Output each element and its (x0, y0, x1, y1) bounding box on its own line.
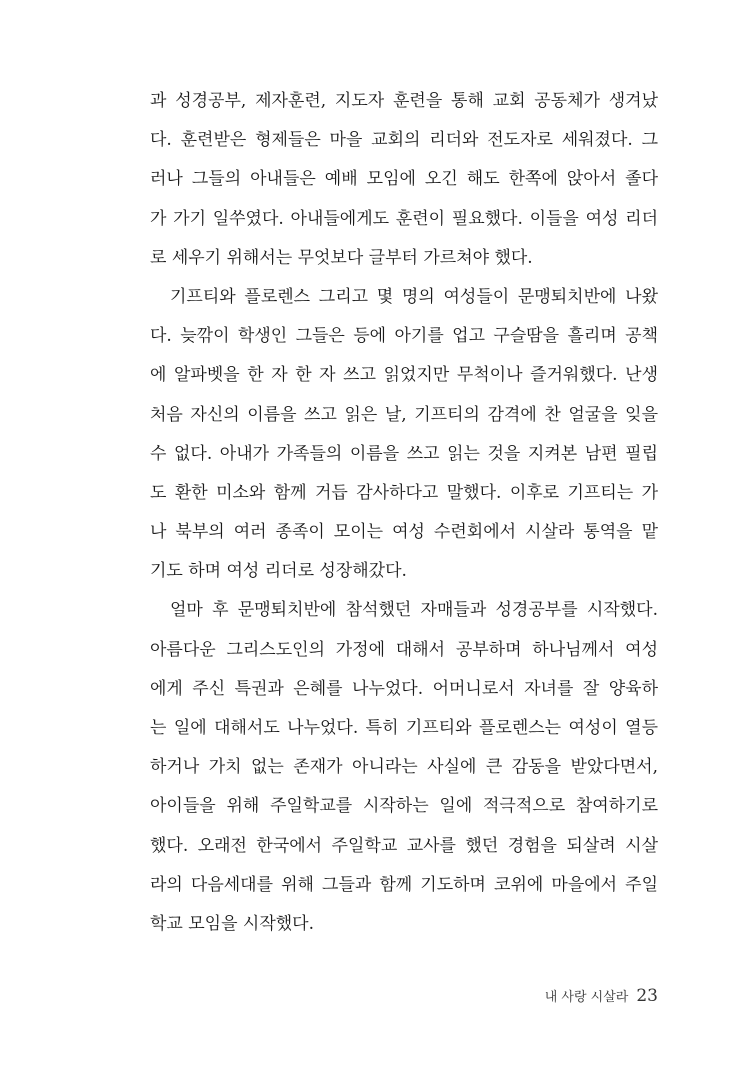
text-line: 하거나 가치 없는 존재가 아니라는 사실에 큰 감동을 받았다면서, (150, 757, 658, 778)
running-title: 내 사랑 시살라 (544, 990, 629, 1005)
text-line: 아름다운 그리스도인의 가정에 대해서 공부하며 하나님께서 여성 (150, 639, 658, 660)
text-line: 다. 늦깎이 학생인 그들은 등에 아기를 업고 구슬땀을 흘리며 공책 (150, 326, 658, 347)
text-line: 처음 자신의 이름을 쓰고 읽은 날, 기프티의 감격에 찬 얼굴을 잊을 (150, 404, 658, 425)
text-line: 에게 주신 특권과 은혜를 나누었다. 어머니로서 자녀를 잘 양육하 (150, 678, 658, 699)
text-line: 학교 모임을 시작했다. (150, 913, 315, 934)
text-line: 기프티와 플로렌스 그리고 몇 명의 여성들이 문맹퇴치반에 나왔 (170, 286, 658, 307)
text-line: 로 세우기 위해서는 무엇보다 글부터 가르쳐야 했다. (150, 247, 533, 268)
text-line: 러나 그들의 아내들은 예배 모임에 오긴 해도 한쪽에 앉아서 졸다 (150, 169, 658, 190)
text-line: 했다. 오래전 한국에서 주일학교 교사를 했던 경험을 되살려 시살 (150, 835, 658, 856)
text-line: 라의 다음세대를 위해 그들과 함께 기도하며 코위에 마을에서 주일 (150, 874, 658, 895)
text-line: 얼마 후 문맹퇴치반에 참석했던 자매들과 성경공부를 시작했다. (170, 600, 658, 621)
text-line: 수 없다. 아내가 가족들의 이름을 쓰고 읽는 것을 지켜본 남편 필립 (150, 443, 658, 464)
text-line: 에 알파벳을 한 자 한 자 쓰고 읽었지만 무척이나 즐거워했다. 난생 (150, 365, 658, 386)
text-line: 도 환한 미소와 함께 거듭 감사하다고 말했다. 이후로 기프티는 가 (150, 482, 658, 503)
text-line: 가 가기 일쑤였다. 아내들에게도 훈련이 필요했다. 이들을 여성 리더 (150, 208, 658, 229)
text-line: 기도 하며 여성 리더로 성장해갔다. (150, 561, 407, 582)
text-line: 과 성경공부, 제자훈련, 지도자 훈련을 통해 교회 공동체가 생겨났 (150, 91, 658, 111)
page-number: 23 (636, 986, 658, 1006)
text-line: 아이들을 위해 주일학교를 시작하는 일에 적극적으로 참여하기로 (150, 796, 658, 817)
page-footer (545, 986, 658, 1006)
text-line: 나 북부의 여러 종족이 모이는 여성 수련회에서 시살라 통역을 맡 (150, 522, 658, 543)
body-text (150, 82, 658, 944)
text-line: 다. 훈련받은 형제들은 마을 교회의 리더와 전도자로 세워졌다. 그 (150, 130, 658, 151)
text-line: 는 일에 대해서도 나누었다. 특히 기프티와 플로렌스는 여성이 열등 (150, 718, 658, 738)
